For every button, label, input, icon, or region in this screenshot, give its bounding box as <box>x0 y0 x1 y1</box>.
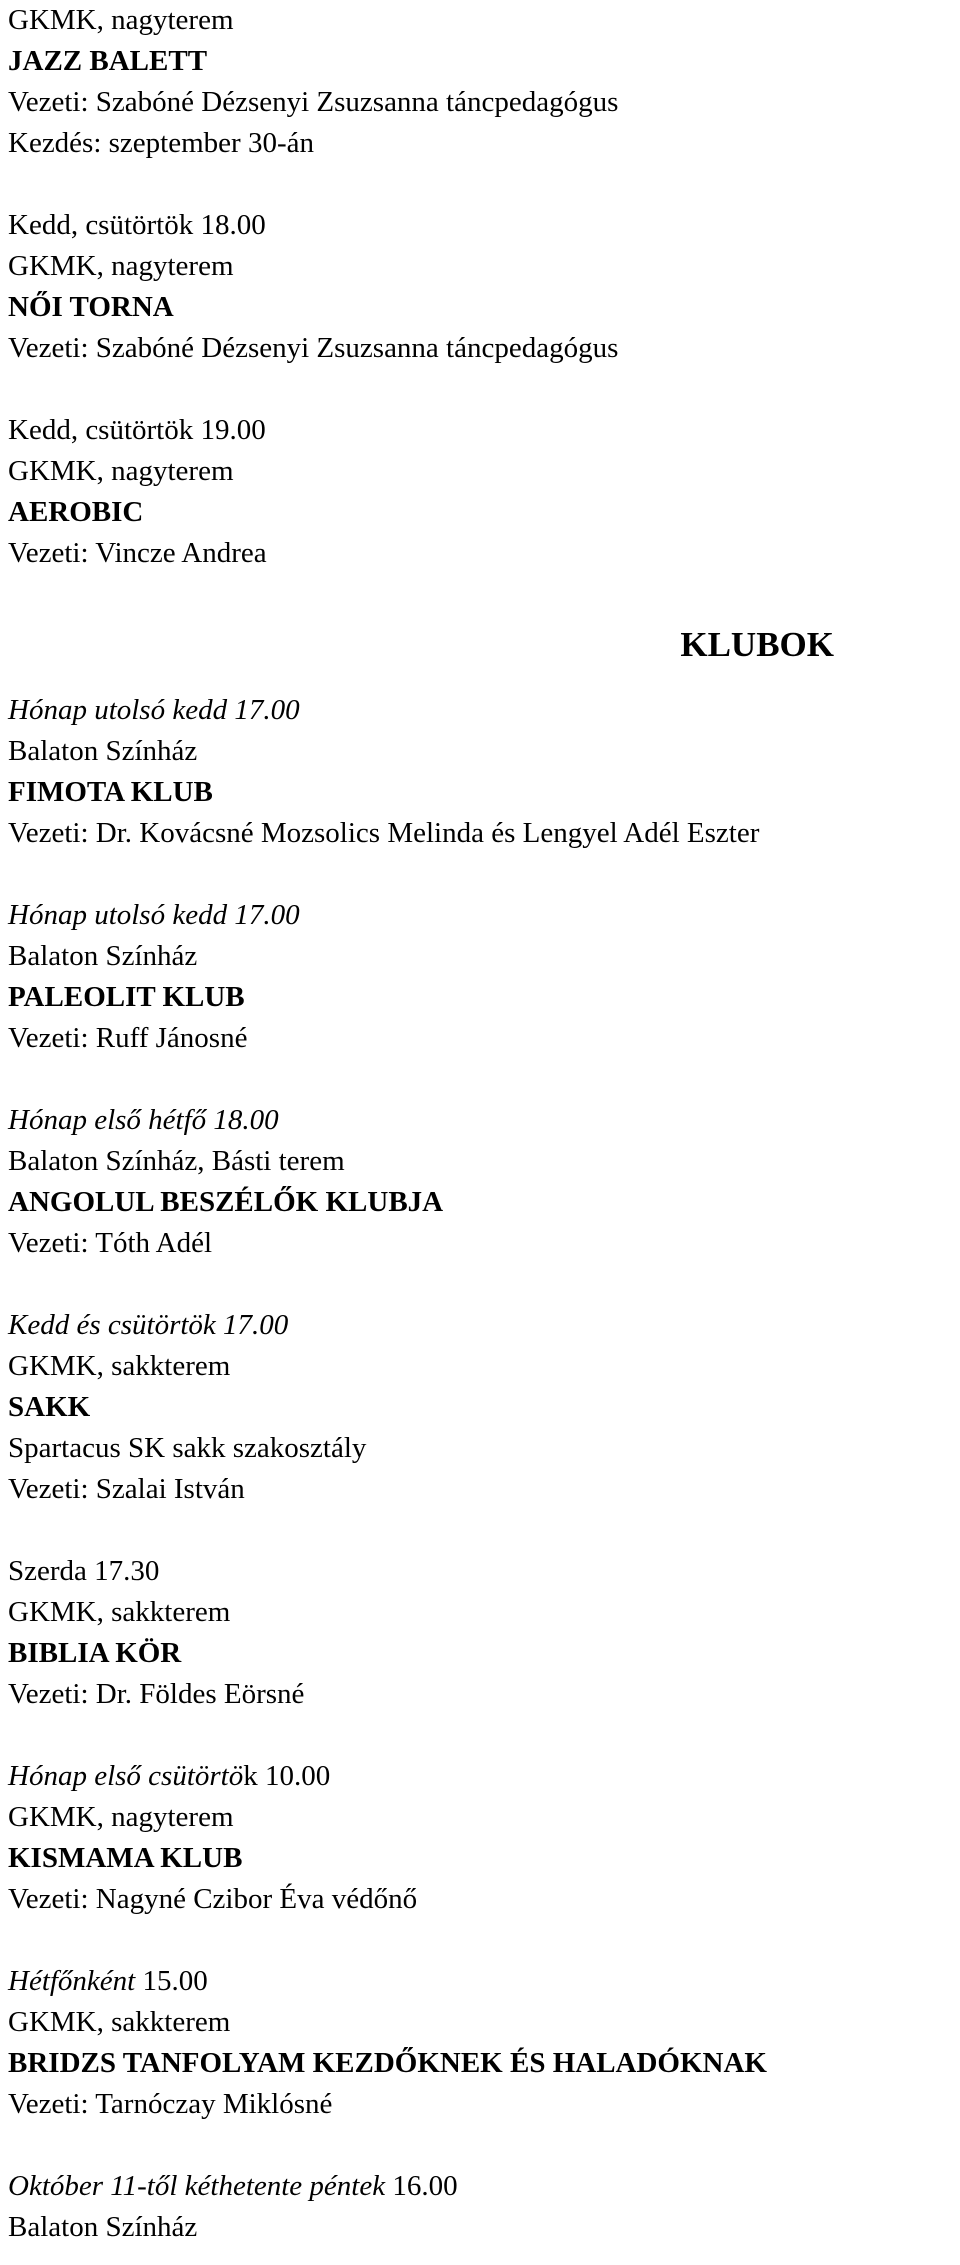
entry-leader: Vezeti: Szalai István <box>8 1473 245 1505</box>
entry-leader: Vezeti: Dr. Kovácsné Mozsolics Melinda és Lengyel Adél Eszter <box>8 817 760 849</box>
spacer <box>8 1715 958 1756</box>
entry-time <box>8 2166 958 2207</box>
entry-title: KISMAMA KLUB <box>8 1842 243 1874</box>
spacer <box>8 1059 958 1100</box>
entry-time: Hónap első hétfő 18.00 <box>8 1104 279 1136</box>
entry-time: Szerda 17.30 <box>8 1555 160 1587</box>
entry-venue: GKMK, sakkterem <box>8 2006 231 2038</box>
entry-leader: Vezeti: Tóth Adél <box>8 1227 213 1259</box>
entry-aerobic <box>8 410 958 574</box>
entry-title: FIMOTA KLUB <box>8 776 213 808</box>
entry-kethetente-pentek <box>8 2166 958 2248</box>
entry-title: BIBLIA KÖR <box>8 1637 182 1669</box>
entry-venue: Balaton Színház <box>8 940 198 972</box>
entry-time: Kedd, csütörtök 18.00 <box>8 209 266 241</box>
entry-leader: Vezeti: Ruff Jánosné <box>8 1022 248 1054</box>
entry-kismama-klub <box>8 1756 958 1920</box>
entry-time: Hónap utolsó kedd 17.00 <box>8 694 300 726</box>
entry-title: PALEOLIT KLUB <box>8 981 245 1013</box>
entry-venue: GKMK, sakkterem <box>8 1350 231 1382</box>
entry-leader: Vezeti: Vincze Andrea <box>8 537 267 569</box>
entry-leader: Vezeti: Szabóné Dézsenyi Zsuzsanna táncpedagógus <box>8 332 619 364</box>
spacer <box>8 574 958 615</box>
entry-paleolit-klub <box>8 895 958 1059</box>
entry-noi-torna <box>8 205 958 369</box>
entry-title: AEROBIC <box>8 496 144 528</box>
entry-bridzs-tanfolyam <box>8 1961 958 2125</box>
entry-venue: Balaton Színház, Básti terem <box>8 1145 345 1177</box>
spacer <box>8 854 958 895</box>
entry-fimota-klub <box>8 690 958 854</box>
entry-time: Hónap utolsó kedd 17.00 <box>8 899 300 931</box>
section-heading-klubok: KLUBOK <box>680 625 834 664</box>
spacer <box>8 1264 958 1305</box>
entry-title: JAZZ BALETT <box>8 45 208 77</box>
entry-title: SAKK <box>8 1391 91 1423</box>
entry-title: ANGOLUL BESZÉLŐK KLUBJA <box>8 1186 444 1218</box>
entry-time-italic-part: Hétfőnként <box>8 1965 136 1997</box>
entry-time-plain-part: k 10.00 <box>243 1760 331 1792</box>
entry-leader: Vezeti: Szabóné Dézsenyi Zsuzsanna táncpedagógus <box>8 86 619 118</box>
entry-time-plain-part: 16.00 <box>385 2170 458 2202</box>
entry-venue: GKMK, sakkterem <box>8 1596 231 1628</box>
entry-biblia-kor <box>8 1551 958 1715</box>
entry-time-plain-part: 15.00 <box>135 1965 208 1997</box>
entry-start-date: Kezdés: szeptember 30-án <box>8 127 314 159</box>
entry-venue: Balaton Színház <box>8 2211 198 2243</box>
entry-time <box>8 1756 958 1797</box>
spacer <box>8 1920 958 1961</box>
entry-title: BRIDZS TANFOLYAM KEZDŐKNEK ÉS HALADÓKNAK <box>8 2047 767 2079</box>
spacer <box>8 2125 958 2166</box>
entry-time: Kedd és csütörtök 17.00 <box>8 1309 289 1341</box>
entry-organizer: Spartacus SK sakk szakosztály <box>8 1432 367 1464</box>
entry-venue: GKMK, nagyterem <box>8 455 234 487</box>
entry-leader: Vezeti: Nagyné Czibor Éva védőnő <box>8 1883 418 1915</box>
spacer <box>8 369 958 410</box>
entry-sakk <box>8 1305 958 1510</box>
entry-leader: Vezeti: Tarnóczay Miklósné <box>8 2088 333 2120</box>
entry-leader: Vezeti: Dr. Földes Eörsné <box>8 1678 305 1710</box>
entry-venue: GKMK, nagyterem <box>8 250 234 282</box>
entry-venue: Balaton Színház <box>8 735 198 767</box>
entry-jazz-balett <box>8 0 958 164</box>
entry-title: NŐI TORNA <box>8 291 174 323</box>
entry-time <box>8 1961 958 2002</box>
entry-angolul-beszelok-klubja <box>8 1100 958 1264</box>
entry-time-italic-part: Hónap első csütörtö <box>8 1760 244 1792</box>
entry-time: Kedd, csütörtök 19.00 <box>8 414 266 446</box>
entry-venue: GKMK, nagyterem <box>8 1801 234 1833</box>
entry-time-italic-part: Október 11-től kéthetente péntek <box>8 2170 386 2202</box>
entry-venue: GKMK, nagyterem <box>8 4 234 36</box>
program-document <box>8 0 958 2248</box>
spacer <box>8 1510 958 1551</box>
spacer <box>8 164 958 205</box>
